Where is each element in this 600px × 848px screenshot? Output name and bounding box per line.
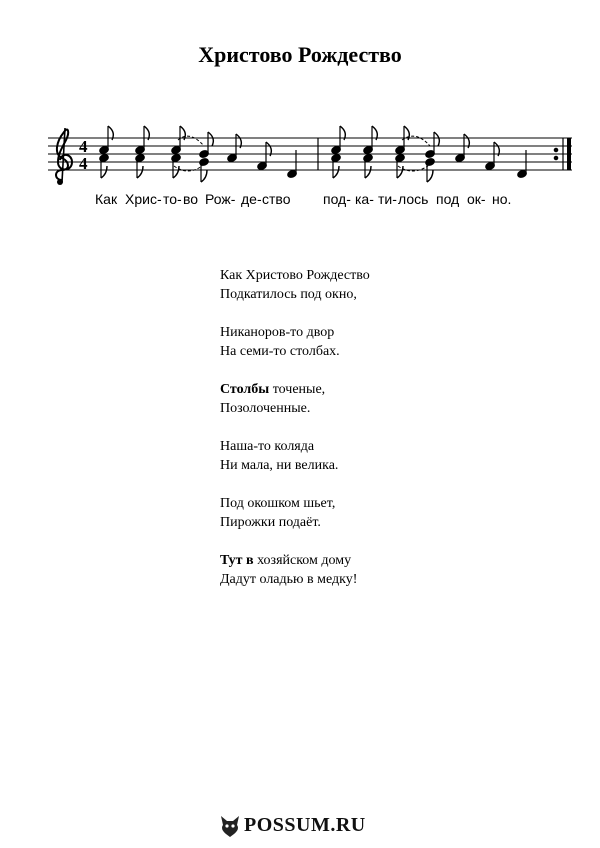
time-signature-top: 4 — [79, 137, 88, 156]
lyric-syllable: под — [436, 191, 460, 207]
song-verses — [220, 266, 540, 608]
lyric-syllable: лось — [398, 191, 429, 207]
lyric-syllable: Как — [95, 191, 118, 207]
possum-logo-icon — [218, 812, 242, 838]
treble-clef-icon — [56, 128, 72, 185]
stanza — [220, 551, 540, 589]
verse-line: Ни мала, ни велика. — [220, 458, 339, 473]
stanza — [220, 323, 540, 361]
verse-line: Позолоченные. — [220, 401, 311, 416]
verse-line: Тут в хозяйском дому — [220, 553, 352, 568]
lyric-syllable: под- — [323, 191, 351, 207]
verse-line: Дадут оладью в медку! — [220, 572, 358, 587]
lyric-syllable: ок- — [467, 191, 486, 207]
lyric-syllable: но. — [492, 191, 512, 207]
verse-line: Под окошком шьет, — [220, 496, 336, 511]
verse-line: На семи-то столбах. — [220, 344, 340, 359]
site-logo-text: POSSUM.RU — [244, 814, 366, 836]
lyric-syllable: во — [183, 191, 199, 207]
stanza — [220, 380, 540, 418]
verse-line: Столбы точеные, — [220, 382, 326, 397]
song-title: Христово Рождество — [198, 42, 402, 67]
stanza — [220, 266, 540, 304]
lyric-syllable: то- — [163, 191, 182, 207]
possum-site-link[interactable] — [218, 812, 388, 838]
time-signature-bottom: 4 — [79, 154, 88, 173]
verse-line: Как Христово Рождество — [220, 268, 370, 283]
lyric-syllable: ка- — [355, 191, 374, 207]
lyric-syllable: Рож- — [205, 191, 236, 207]
verse-line: Наша-то коляда — [220, 439, 315, 454]
stanza — [220, 494, 540, 532]
lyric-syllable: ти- — [378, 191, 397, 207]
lyric-syllable: де- — [241, 191, 262, 207]
lyrics-line — [0, 191, 600, 213]
lyric-syllable: Хрис- — [125, 191, 162, 207]
stanza — [220, 437, 540, 475]
verse-line: Подкатилось под окно, — [220, 287, 357, 302]
verse-line: Пирожки подаёт. — [220, 515, 321, 530]
lyric-syllable: ство — [262, 191, 291, 207]
verse-line: Никаноров-то двор — [220, 325, 335, 340]
